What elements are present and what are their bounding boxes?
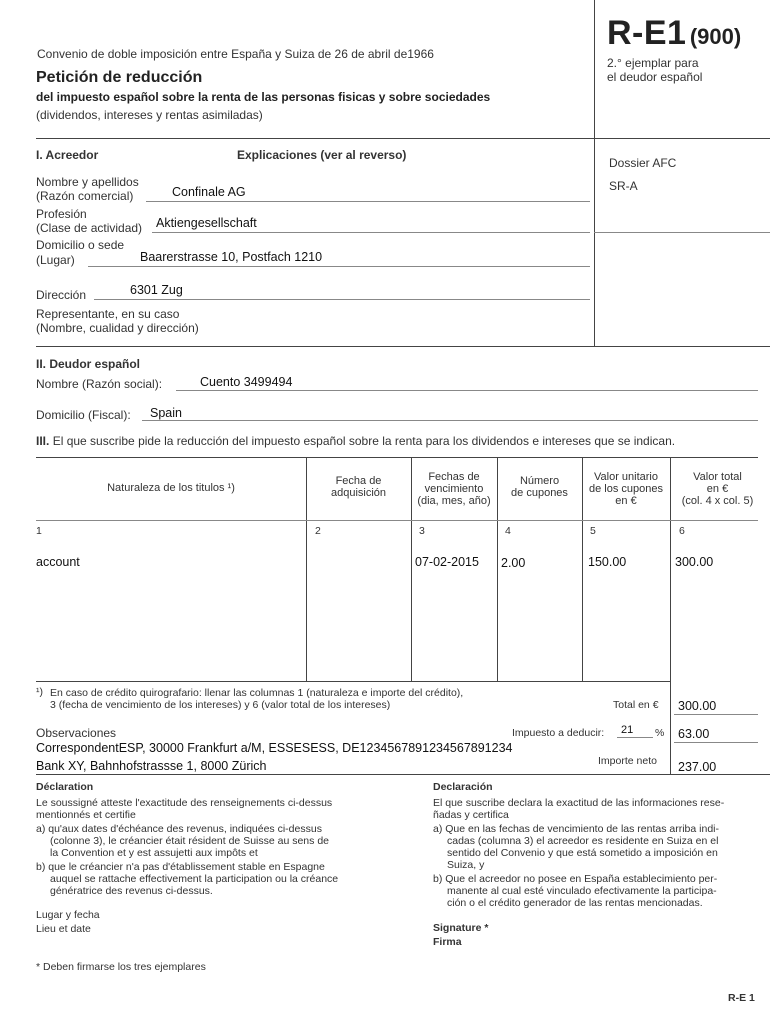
representante-label-1: Representante, en su caso: [36, 307, 180, 321]
copy-line-2: el deudor español: [607, 70, 703, 84]
representante-label-2: (Nombre, cualidad y dirección): [36, 321, 199, 335]
deudor-nombre-field[interactable]: Cuento 3499494: [200, 375, 293, 389]
declaration-es-b-1: b) Que el acreedor no posee en España establecimiento per-: [433, 873, 718, 885]
declaration-fr-a-1: a) qu'aux dates d'échéance des revenus, indiquées ci-dessus: [36, 823, 322, 835]
form-number: (900): [689, 24, 742, 49]
col-header-valor-unitario-text: Valor unitario de los cupones en €: [589, 471, 663, 507]
declaration-es-a-1: a) Que en las fechas de vencimiento de las rentas arriba indi-: [433, 823, 719, 835]
declaration-es-heading: Declaración: [433, 781, 493, 793]
section-3-heading: III.: [36, 434, 50, 448]
nombre-label-2: (Razón comercial): [36, 189, 134, 203]
col-header-vencimiento-text: Fechas de vencimiento (dia, mes, año): [417, 471, 491, 507]
firma-label: Firma: [433, 936, 462, 948]
neto-label: Importe neto: [598, 755, 657, 767]
total-label: Total en €: [613, 699, 659, 711]
profesion-label-1: Profesión: [36, 207, 87, 221]
impuesto-label: Impuesto a deducir:: [512, 727, 605, 739]
acreedor-direccion-field[interactable]: 6301 Zug: [130, 283, 183, 297]
neto-value-field[interactable]: 237.00: [678, 760, 717, 774]
signature-label: Signature *: [433, 922, 489, 934]
observaciones-label: Observaciones: [36, 726, 117, 740]
declaration-fr-intro-2: mentionnés et certifie: [36, 809, 136, 821]
observaciones-line-1[interactable]: CorrespondentESP, 30000 Frankfurt a/M, ESSESESS, DE1234567891234567891234: [36, 741, 513, 755]
copy-line-1: 2.° ejemplar para: [607, 56, 699, 70]
sra-label: SR-A: [609, 179, 638, 193]
col-header-cupones: [497, 475, 582, 499]
nombre-label-1: Nombre y apellidos: [36, 175, 139, 189]
col-header-naturaleza: Naturaleza de los titulos ¹): [107, 482, 235, 494]
col-header-cupones-text: Número de cupones: [511, 475, 568, 499]
section-2-heading: II. Deudor español: [36, 357, 141, 371]
form-title: Petición de reducción: [36, 69, 203, 86]
declaration-fr-b-3: génératrice des revenus ci-dessus.: [50, 885, 213, 897]
col-header-valor-total: [670, 471, 765, 507]
dossier-label: Dossier AFC: [609, 156, 677, 170]
row-cupones-field[interactable]: 2.00: [501, 556, 526, 570]
declaration-fr-a-2: (colonne 3), le créancier était résident de Suisse au sens de: [50, 835, 329, 847]
col-num-2: 2: [315, 525, 321, 537]
domicilio-label-1: Domicilio o sede: [36, 238, 125, 252]
observaciones-line-2[interactable]: Bank XY, Bahnhofstrassse 1, 8000 Zürich: [36, 759, 267, 773]
domicilio-label-2: (Lugar): [36, 253, 75, 267]
acreedor-domicilio-field[interactable]: Baarerstrasse 10, Postfach 1210: [140, 250, 323, 264]
declaration-es-b-3: ción o el crédito generador de las rentas mencionadas.: [447, 897, 703, 909]
declaration-es-b-2: manente al cual esté vinculado efectivamente la participa-: [447, 885, 717, 897]
form-subtitle: del impuesto español sobre la renta de las personas fisicas y sobre sociedades: [36, 90, 491, 104]
section-1-heading: I. Acreedor: [36, 148, 99, 162]
deudor-domicilio-label: Domicilio (Fiscal):: [36, 408, 131, 422]
col-num-1: 1: [36, 525, 42, 537]
total-value-field[interactable]: 300.00: [678, 699, 717, 713]
footer-note: * Deben firmarse los tres ejemplares: [36, 961, 206, 973]
declaration-es-a-3: sentido del Convenio y que está sometido a imposición en: [447, 847, 718, 859]
declaration-es-a-4: Suiza, y: [447, 859, 485, 871]
explicaciones-label: Explicaciones (ver al reverso): [237, 148, 407, 162]
section-3-body: El que suscribe pide la reducción del impuesto español sobre la renta para los dividendos e intereses que se indican.: [52, 434, 676, 448]
declaration-fr-intro-1: Le soussigné atteste l'exactitude des renseignements ci-dessus: [36, 797, 333, 809]
col-num-5: 5: [590, 525, 596, 537]
footnote-line-2: 3 (fecha de vencimiento de los intereses) y 6 (valor total de los intereses): [50, 699, 391, 711]
pct-sign: %: [655, 727, 665, 739]
impuesto-value-field[interactable]: 63.00: [678, 727, 710, 741]
row-valor-total-field[interactable]: 300.00: [675, 555, 714, 569]
section-3-text: [36, 434, 675, 448]
form-subtitle-2: (dividendos, intereses y rentas asimiladas): [36, 108, 263, 122]
convention-text: Convenio de doble imposición entre España y Suiza de 26 de abril de1966: [37, 47, 434, 61]
profesion-label-2: (Clase de actividad): [36, 221, 143, 235]
declaration-es-intro-2: ñadas y certifica: [433, 809, 509, 821]
row-vencimiento-field[interactable]: 07-02-2015: [415, 555, 479, 569]
col-header-fecha-adquisicion: [306, 475, 411, 499]
impuesto-pct-field[interactable]: 21: [621, 724, 634, 736]
footer-code: R-E 1: [728, 992, 755, 1004]
col-num-3: 3: [419, 525, 425, 537]
deudor-nombre-label: Nombre (Razón social):: [36, 377, 163, 391]
footnote-line-1: En caso de crédito quirografario: llenar las columnas 1 (naturaleza e importe del crédito),: [50, 687, 464, 699]
declaration-fr-a-3: la Convention et y est assujetti aux impôts et: [50, 847, 258, 859]
row-naturaleza-field[interactable]: account: [36, 555, 80, 569]
row-valor-unitario-field[interactable]: 150.00: [588, 555, 627, 569]
lugar-fecha-label: Lugar y fecha: [36, 909, 100, 921]
col-header-vencimiento: [411, 471, 497, 507]
form-code-block: [607, 14, 741, 53]
declaration-fr-b-1: b) que le créancier n'a pas d'établissement stable en Espagne: [36, 861, 325, 873]
col-header-fecha-adquisicion-text: Fecha de adquisición: [330, 475, 387, 499]
footnote-mark: ¹): [36, 686, 43, 698]
declaration-es-a-2: cadas (columna 3) el acreedor es residente en Suiza en el: [447, 835, 719, 847]
col-header-valor-unitario: [582, 471, 670, 507]
col-num-6: 6: [679, 525, 685, 537]
lieu-date-label: Lieu et date: [36, 923, 91, 935]
declaration-fr-b-2: auquel se rattache effectivement la participation ou la créance: [50, 873, 339, 885]
direccion-label: Dirección: [36, 288, 87, 302]
acreedor-profesion-field[interactable]: Aktiengesellschaft: [156, 216, 257, 230]
col-num-4: 4: [505, 525, 511, 537]
col-header-valor-total-text: Valor total en € (col. 4 x col. 5): [681, 471, 754, 507]
declaration-fr-heading: Déclaration: [36, 781, 94, 793]
deudor-domicilio-field[interactable]: Spain: [150, 406, 182, 420]
form-code: R-E1: [607, 14, 687, 52]
acreedor-nombre-field[interactable]: Confinale AG: [172, 185, 246, 199]
declaration-es-intro-1: El que suscribe declara la exactitud de las informaciones rese-: [433, 797, 725, 809]
